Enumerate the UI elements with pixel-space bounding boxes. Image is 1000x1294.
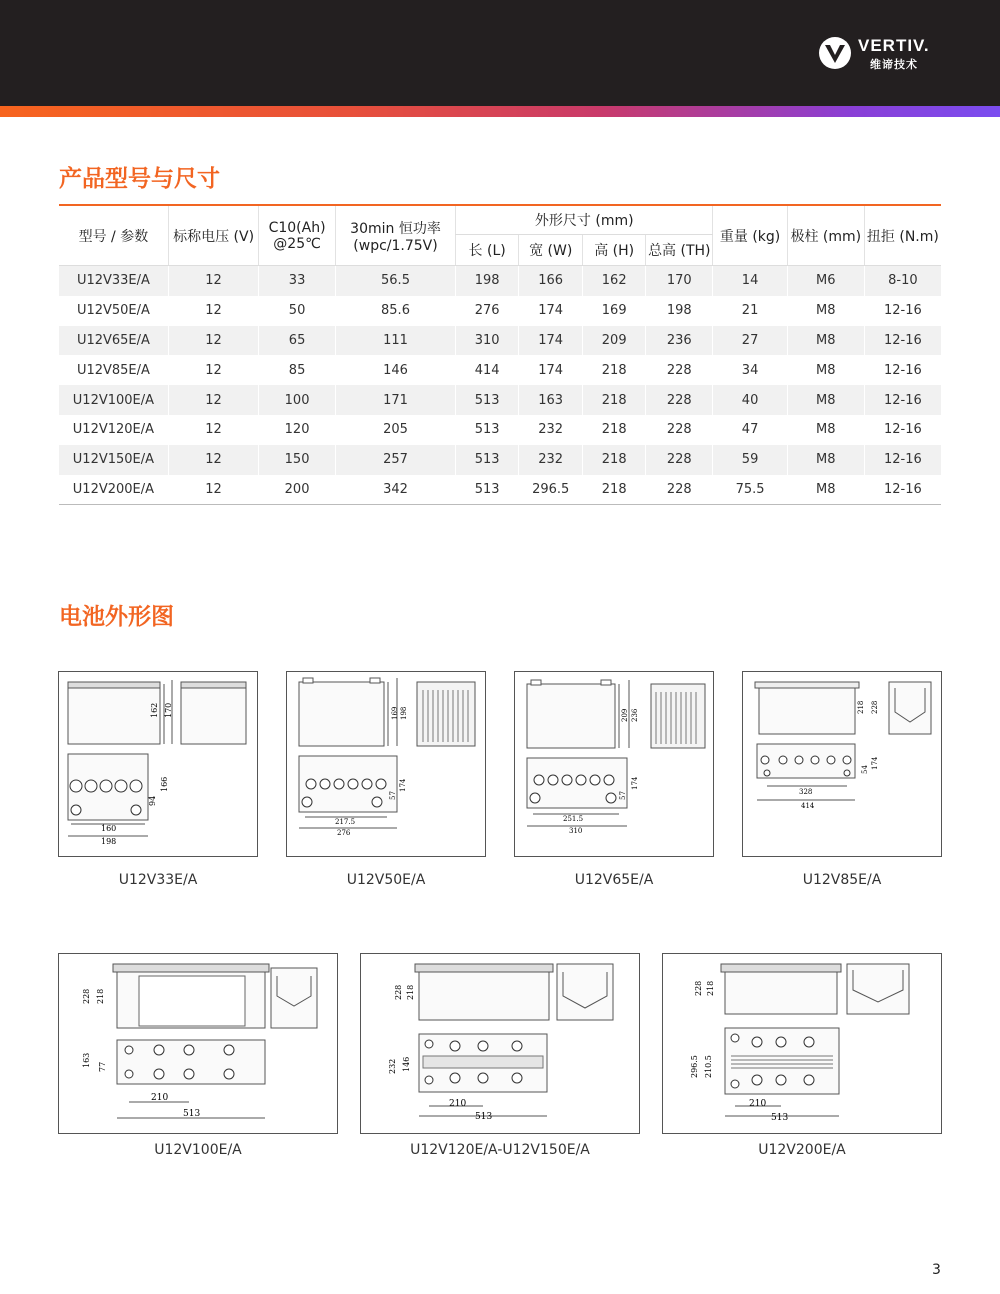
- diagram-caption: U12V100E/A: [154, 1142, 242, 1158]
- diagram-caption: U12V120E/A-U12V150E/A: [410, 1142, 590, 1158]
- table-cell: U12V85E/A: [76, 362, 150, 378]
- dim-label: 174: [399, 778, 407, 792]
- table-row: [59, 475, 941, 505]
- header-dimensions: 外形尺寸 (mm): [456, 205, 713, 235]
- table-cell: U12V100E/A: [59, 385, 168, 415]
- table-cell: M8: [787, 445, 864, 475]
- table-cell: U12V120E/A: [72, 422, 155, 438]
- table-cell: U12V65E/A: [59, 326, 168, 356]
- table-cell: 8-10: [864, 266, 941, 296]
- table-cell: 12-16: [864, 326, 941, 356]
- table-cell: 166: [519, 266, 583, 296]
- table-cell: 150: [259, 445, 336, 475]
- diagram-u12v120-150: [360, 953, 640, 1134]
- header-torque: 扭拒 (N.m): [864, 205, 941, 266]
- dim-label: 310: [569, 827, 583, 835]
- dim-label: 210: [151, 1093, 169, 1103]
- diagram-u12v100: [58, 953, 338, 1134]
- table-row: [59, 326, 941, 356]
- dim-label: 210.5: [704, 1055, 713, 1078]
- table-cell: 198: [646, 296, 713, 326]
- dim-label: 218: [857, 700, 865, 714]
- dim-label: 209: [621, 708, 629, 722]
- dim-label: 217.5: [335, 818, 356, 826]
- table-row: [59, 445, 941, 475]
- table-cell: 218: [583, 445, 646, 475]
- table-cell: 12-16: [864, 355, 941, 385]
- table-cell: 12: [168, 415, 258, 445]
- header-voltage: 标称电压 (V): [168, 205, 258, 266]
- header-power: 30min 恒功率 (wpc/1.75V): [335, 205, 455, 266]
- table-cell: 21: [713, 296, 787, 326]
- dim-label: 169: [391, 706, 399, 720]
- dim-label: 210: [449, 1099, 467, 1109]
- diagram-caption: U12V85E/A: [802, 872, 882, 888]
- dim-label: 228: [871, 700, 879, 714]
- table-cell: 232: [519, 415, 583, 445]
- diagram-caption: U12V50E/A: [346, 872, 426, 888]
- table-cell: 40: [713, 385, 787, 415]
- table-cell: 33: [259, 266, 336, 296]
- table-cell: 12-16: [864, 475, 941, 505]
- table-cell: 200: [259, 475, 336, 505]
- table-cell: 296.5: [519, 475, 583, 505]
- table-cell: 85: [259, 355, 336, 385]
- dim-label: 228: [82, 988, 91, 1004]
- dim-label: 210: [749, 1099, 767, 1109]
- table-cell: 14: [713, 266, 787, 296]
- dim-label: 57: [619, 791, 627, 800]
- table-row: [59, 415, 941, 445]
- dim-label: 57: [389, 791, 397, 800]
- table-cell: 12: [168, 326, 258, 356]
- table-cell: 218: [583, 475, 646, 505]
- table-cell: 12-16: [864, 445, 941, 475]
- table-cell: U12V150E/A: [59, 445, 168, 475]
- dim-label: 163: [82, 1052, 91, 1068]
- table-cell: 12: [168, 445, 258, 475]
- dim-label: 77: [98, 1061, 107, 1072]
- dim-label: 94: [148, 795, 157, 806]
- dim-label: 513: [475, 1112, 493, 1122]
- header-weight: 重量 (kg): [713, 205, 787, 266]
- dim-label: 228: [694, 980, 703, 996]
- header-total-height: 总高 (TH): [646, 235, 713, 266]
- table-cell: U12V33E/A: [59, 266, 168, 296]
- table-cell: 174: [519, 326, 583, 356]
- header-gradient-strip: [0, 106, 1000, 117]
- table-cell: 174: [519, 355, 583, 385]
- dim-label: 174: [631, 776, 639, 790]
- diagram-caption: U12V200E/A: [758, 1142, 846, 1158]
- dim-label: 54: [861, 765, 869, 774]
- table-cell: 12: [168, 266, 258, 296]
- table-cell: 12: [168, 296, 258, 326]
- table-cell: 228: [646, 355, 713, 385]
- header-height: 高 (H): [583, 235, 646, 266]
- table-cell: 59: [713, 445, 787, 475]
- header-width: 宽 (W): [519, 235, 583, 266]
- table-cell: 12-16: [864, 415, 941, 445]
- brand-name: VERTIV.: [858, 36, 930, 55]
- table-cell: 228: [646, 445, 713, 475]
- table-cell: 205: [335, 415, 455, 445]
- dim-label: 513: [771, 1113, 789, 1123]
- table-row: [59, 385, 941, 415]
- table-cell: 56.5: [335, 266, 455, 296]
- table-cell: 75.5: [713, 475, 787, 505]
- table-cell: 236: [646, 326, 713, 356]
- dim-label: 513: [183, 1109, 201, 1119]
- dim-label: 170: [164, 702, 173, 718]
- table-cell: 218: [583, 415, 646, 445]
- table-cell: 228: [646, 415, 713, 445]
- table-cell: 12-16: [864, 385, 941, 415]
- table-cell: 12: [168, 385, 258, 415]
- table-cell: 120: [259, 415, 336, 445]
- table-row: [59, 296, 941, 326]
- table-cell: 34: [713, 355, 787, 385]
- table-cell: M8: [787, 326, 864, 356]
- header-length: 长 (L): [456, 235, 519, 266]
- dim-label: 218: [706, 980, 715, 996]
- table-cell: 513: [456, 415, 519, 445]
- table-cell: 85.6: [335, 296, 455, 326]
- table-cell: 218: [583, 385, 646, 415]
- table-cell: M8: [787, 296, 864, 326]
- section-title-outline: 电池外形图: [59, 604, 174, 630]
- table-cell: 171: [335, 385, 455, 415]
- table-row: [59, 266, 941, 296]
- table-cell: 513: [456, 445, 519, 475]
- table-cell: 414: [456, 355, 519, 385]
- dim-label: 232: [388, 1058, 397, 1074]
- table-cell: 163: [519, 385, 583, 415]
- header-terminal: 极柱 (mm): [787, 205, 864, 266]
- diagram-u12v200: [662, 953, 942, 1134]
- table-cell: 146: [335, 355, 455, 385]
- table-cell: M8: [787, 355, 864, 385]
- table-cell: 232: [519, 445, 583, 475]
- dim-label: 414: [801, 802, 815, 810]
- table-cell: 218: [583, 355, 646, 385]
- dim-label: 328: [799, 788, 813, 796]
- table-cell: 228: [646, 475, 713, 505]
- table-cell: 12: [168, 355, 258, 385]
- table-cell: 47: [713, 415, 787, 445]
- page-number: 3: [932, 1262, 941, 1278]
- table-cell: U12V50E/A: [76, 303, 150, 319]
- dim-label: 198: [101, 837, 117, 846]
- table-cell: 513: [456, 385, 519, 415]
- dim-label: 228: [394, 984, 403, 1000]
- vertiv-logo: [818, 36, 948, 76]
- dim-label: 276: [337, 829, 351, 837]
- table-cell: 257: [335, 445, 455, 475]
- header-model: 型号 / 参数: [59, 205, 168, 266]
- diagram-caption: U12V33E/A: [118, 872, 198, 888]
- spec-table: [59, 204, 941, 505]
- table-row: [59, 355, 941, 385]
- table-cell: 27: [713, 326, 787, 356]
- header-c10: C10(Ah) @25℃: [259, 205, 336, 266]
- table-cell: 50: [259, 296, 336, 326]
- diagram-caption: U12V65E/A: [574, 872, 654, 888]
- table-cell: 310: [456, 326, 519, 356]
- table-cell: 169: [583, 296, 646, 326]
- table-cell: 12: [168, 475, 258, 505]
- dim-label: 146: [402, 1056, 411, 1072]
- table-cell: 513: [456, 475, 519, 505]
- table-cell: 170: [646, 266, 713, 296]
- table-cell: M8: [787, 475, 864, 505]
- table-cell: 65: [259, 326, 336, 356]
- table-cell: 228: [646, 385, 713, 415]
- table-cell: 174: [519, 296, 583, 326]
- dim-label: 236: [631, 708, 639, 722]
- table-cell: 162: [583, 266, 646, 296]
- table-cell: 342: [335, 475, 455, 505]
- dim-label: 296.5: [690, 1055, 699, 1078]
- dim-label: 218: [96, 988, 105, 1004]
- dim-label: 198: [400, 706, 408, 720]
- vertiv-logo-icon: [818, 36, 852, 70]
- diagram-u12v65: [514, 671, 714, 857]
- diagram-u12v33: [58, 671, 258, 857]
- dim-label: 162: [150, 702, 159, 718]
- table-cell: M8: [787, 385, 864, 415]
- table-cell: M8: [787, 415, 864, 445]
- table-cell: 111: [335, 326, 455, 356]
- diagram-u12v50: [286, 671, 486, 857]
- dim-label: 251.5: [563, 815, 584, 823]
- dim-label: 218: [406, 984, 415, 1000]
- table-cell: U12V200E/A: [59, 475, 168, 505]
- brand-subtitle: 维谛技术: [870, 58, 918, 71]
- dim-label: 174: [871, 756, 879, 770]
- dim-label: 160: [101, 824, 117, 833]
- table-cell: 100: [259, 385, 336, 415]
- diagram-u12v85: [742, 671, 942, 857]
- table-cell: 12-16: [864, 296, 941, 326]
- table-cell: 209: [583, 326, 646, 356]
- table-cell: M6: [787, 266, 864, 296]
- section-title-models: 产品型号与尺寸: [59, 166, 220, 192]
- table-cell: 198: [456, 266, 519, 296]
- dim-label: 166: [160, 776, 169, 792]
- table-cell: 276: [456, 296, 519, 326]
